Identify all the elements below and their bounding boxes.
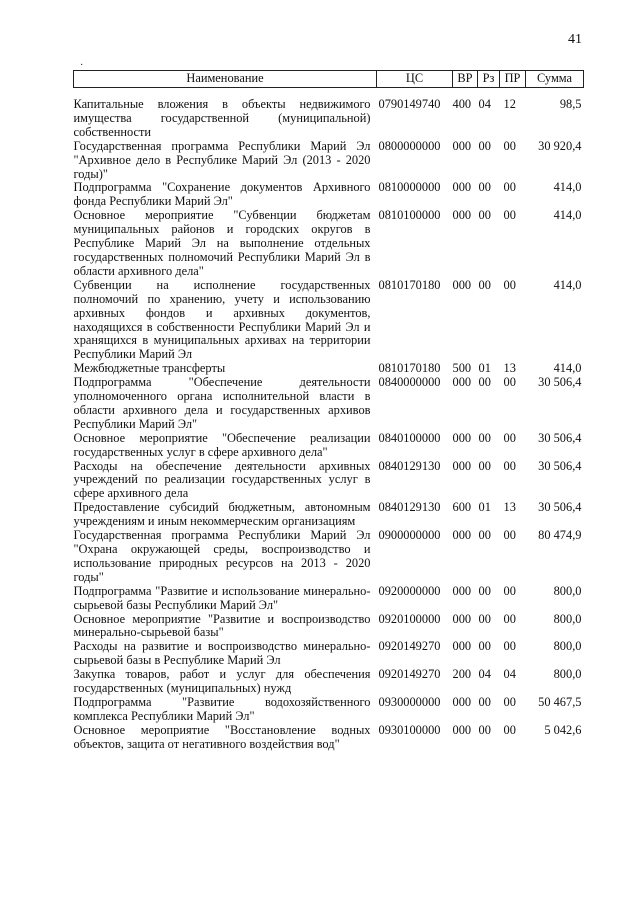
row-rz-code: 04	[478, 667, 491, 682]
table-row	[74, 585, 584, 613]
row-rz-code: 00	[478, 277, 491, 292]
row-sum: 80 474,9	[538, 528, 582, 543]
row-cs-code: 0810170180	[378, 277, 441, 292]
row-name: Межбюджетные трансферты	[73, 361, 226, 376]
row-pr-code: 00	[503, 138, 516, 153]
header-rz: Рз	[478, 71, 500, 88]
row-vr-code: 000	[452, 639, 472, 654]
table-row	[74, 696, 584, 724]
table-row	[74, 140, 584, 182]
row-name: Основное мероприятие "Субвенции бюджетам муниципальных районов и городских округов в Республике Марий Эл на выполнение отдельных государственных полномочий Республики Марий Эл в области архивного дела"	[73, 208, 371, 278]
row-vr-code: 000	[452, 694, 472, 709]
row-cs-code: 0920100000	[378, 611, 441, 626]
row-vr-code: 000	[452, 458, 472, 473]
row-sum: 50 467,5	[538, 694, 582, 709]
header-name: Наименование	[74, 71, 377, 88]
row-sum: 30 506,4	[538, 458, 582, 473]
row-pr-code: 00	[503, 639, 516, 654]
row-pr-code: 00	[503, 694, 516, 709]
table-row	[74, 668, 584, 696]
row-sum: 30 506,4	[538, 430, 582, 445]
table-row	[74, 501, 584, 529]
header-vr: ВР	[453, 71, 478, 88]
table-row	[74, 279, 584, 362]
row-cs-code: 0810000000	[378, 180, 441, 195]
row-cs-code: 0920149270	[378, 667, 441, 682]
row-cs-code: 0920000000	[378, 583, 441, 598]
row-name: Основное мероприятие "Развитие и воспроизводство минерально-сырьевой базы"	[73, 611, 371, 640]
row-pr-code: 00	[503, 180, 516, 195]
row-sum: 30 920,4	[538, 138, 582, 153]
row-pr-code: 13	[503, 500, 516, 515]
row-vr-code: 500	[452, 361, 472, 376]
row-vr-code: 000	[452, 138, 472, 153]
row-pr-code: 13	[503, 361, 516, 376]
row-vr-code: 000	[452, 430, 472, 445]
row-rz-code: 04	[478, 97, 491, 111]
row-rz-code: 00	[478, 458, 491, 473]
row-rz-code: 00	[478, 375, 491, 390]
row-vr-code: 000	[452, 611, 472, 626]
header-pr: ПР	[500, 71, 526, 88]
row-name: Подпрограмма "Развитие водохозяйственного комплекса Республики Марий Эл"	[73, 694, 371, 723]
row-name: Капитальные вложения в объекты недвижимого имущества государственной (муниципальной) собственности	[73, 97, 371, 139]
row-pr-code: 12	[503, 97, 516, 111]
row-sum: 800,0	[553, 639, 582, 654]
row-cs-code: 0840129130	[378, 500, 441, 515]
row-pr-code: 00	[503, 528, 516, 543]
row-vr-code: 400	[452, 97, 472, 111]
row-name: Подпрограмма "Развитие и использование минерально-сырьевой базы Республики Марий Эл"	[73, 583, 371, 612]
table-row	[74, 613, 584, 641]
table-row	[74, 362, 584, 376]
row-cs-code: 0930100000	[378, 722, 441, 737]
row-pr-code: 00	[503, 430, 516, 445]
row-cs-code: 0810100000	[378, 208, 441, 223]
row-sum: 414,0	[553, 208, 582, 223]
table-row	[74, 181, 584, 209]
page-number: 41	[568, 32, 582, 47]
row-sum: 5 042,6	[544, 722, 582, 737]
row-sum: 414,0	[553, 180, 582, 195]
row-cs-code: 0840000000	[378, 375, 441, 390]
row-rz-code: 01	[478, 361, 491, 376]
row-pr-code: 00	[503, 458, 516, 473]
row-vr-code: 000	[452, 583, 472, 598]
row-rz-code: 00	[478, 694, 491, 709]
row-cs-code: 0840129130	[378, 458, 441, 473]
row-rz-code: 00	[478, 180, 491, 195]
header-sum: Сумма	[526, 71, 584, 88]
row-sum: 800,0	[553, 611, 582, 626]
row-rz-code: 01	[478, 500, 491, 515]
row-rz-code: 00	[478, 528, 491, 543]
table-row	[74, 376, 584, 432]
row-cs-code: 0810170180	[378, 361, 441, 376]
header-cs: ЦС	[377, 71, 453, 88]
table-row	[74, 209, 584, 279]
row-sum: 800,0	[553, 583, 582, 598]
row-cs-code: 0900000000	[378, 528, 441, 543]
row-vr-code: 000	[452, 528, 472, 543]
row-sum: 98,5	[559, 97, 582, 111]
row-pr-code: 00	[503, 611, 516, 626]
row-vr-code: 200	[452, 667, 472, 682]
row-name: Расходы на обеспечение деятельности архивных учреждений по реализации государственных услуг в сфере архивного дела	[73, 458, 371, 501]
row-sum: 30 506,4	[538, 375, 582, 390]
table-row	[74, 640, 584, 668]
row-pr-code: 00	[503, 208, 516, 223]
row-name: Предоставление субсидий бюджетным, автономным учреждениям и иным некоммерческим организациям	[73, 500, 371, 529]
row-name: Закупка товаров, работ и услуг для обеспечения государственных (муниципальных) нужд	[73, 667, 371, 696]
row-rz-code: 00	[478, 722, 491, 737]
row-rz-code: 00	[478, 583, 491, 598]
table-row	[74, 724, 584, 752]
row-cs-code: 0920149270	[378, 639, 441, 654]
row-pr-code: 00	[503, 277, 516, 292]
row-name: Подпрограмма "Обеспечение деятельности уполномоченного органа исполнительной власти в области архивного дела и государственных архивов Республики Марий Эл"	[73, 375, 371, 431]
row-vr-code: 000	[452, 180, 472, 195]
budget-table	[73, 70, 584, 752]
table-row	[74, 529, 584, 585]
row-cs-code: 0790149740	[378, 97, 441, 111]
scan-dot: ·	[80, 60, 84, 71]
row-vr-code: 000	[452, 208, 472, 223]
table-row	[74, 432, 584, 460]
row-vr-code: 000	[452, 375, 472, 390]
row-name: Государственная программа Республики Марий Эл "Архивное дело в Республике Марий Эл (2013 - 2020 годы)"	[73, 138, 371, 181]
row-rz-code: 00	[478, 611, 491, 626]
row-name: Государственная программа Республики Марий Эл "Охрана окружающей среды, воспроизводство и использование природных ресурсов на 2013 - 2020 годы"	[73, 528, 371, 584]
row-name: Подпрограмма "Сохранение документов Архивного фонда Республики Марий Эл"	[73, 180, 371, 209]
row-pr-code: 00	[503, 722, 516, 737]
row-rz-code: 00	[478, 208, 491, 223]
row-vr-code: 000	[452, 722, 472, 737]
row-rz-code: 00	[478, 430, 491, 445]
row-sum: 414,0	[553, 361, 582, 376]
row-rz-code: 00	[478, 639, 491, 654]
row-name: Субвенции на исполнение государственных полномочий по хранению, учету и использованию архивных фондов и архивных документов, находящихся в собственности Республики Марий Эл и хранящихся в муниципальных архивах на территории Республики Марий Эл	[73, 277, 371, 362]
row-cs-code: 0840100000	[378, 430, 441, 445]
row-vr-code: 000	[452, 277, 472, 292]
table-row	[74, 460, 584, 502]
row-cs-code: 0930000000	[378, 694, 441, 709]
row-cs-code: 0800000000	[378, 138, 441, 153]
row-sum: 30 506,4	[538, 500, 582, 515]
row-name: Расходы на развитие и воспроизводство минерально-сырьевой базы в Республике Марий Эл	[73, 639, 371, 668]
row-pr-code: 00	[503, 583, 516, 598]
table-row	[74, 88, 584, 140]
row-sum: 414,0	[553, 277, 582, 292]
row-sum: 800,0	[553, 667, 582, 682]
row-rz-code: 00	[478, 138, 491, 153]
row-name: Основное мероприятие "Обеспечение реализации государственных услуг в сфере архивного дела"	[73, 430, 371, 459]
row-name: Основное мероприятие "Восстановление водных объектов, защита от негативного воздействия вод"	[73, 722, 371, 751]
row-pr-code: 00	[503, 375, 516, 390]
table-header-row	[74, 71, 584, 88]
row-vr-code: 600	[452, 500, 472, 515]
row-pr-code: 04	[503, 667, 516, 682]
